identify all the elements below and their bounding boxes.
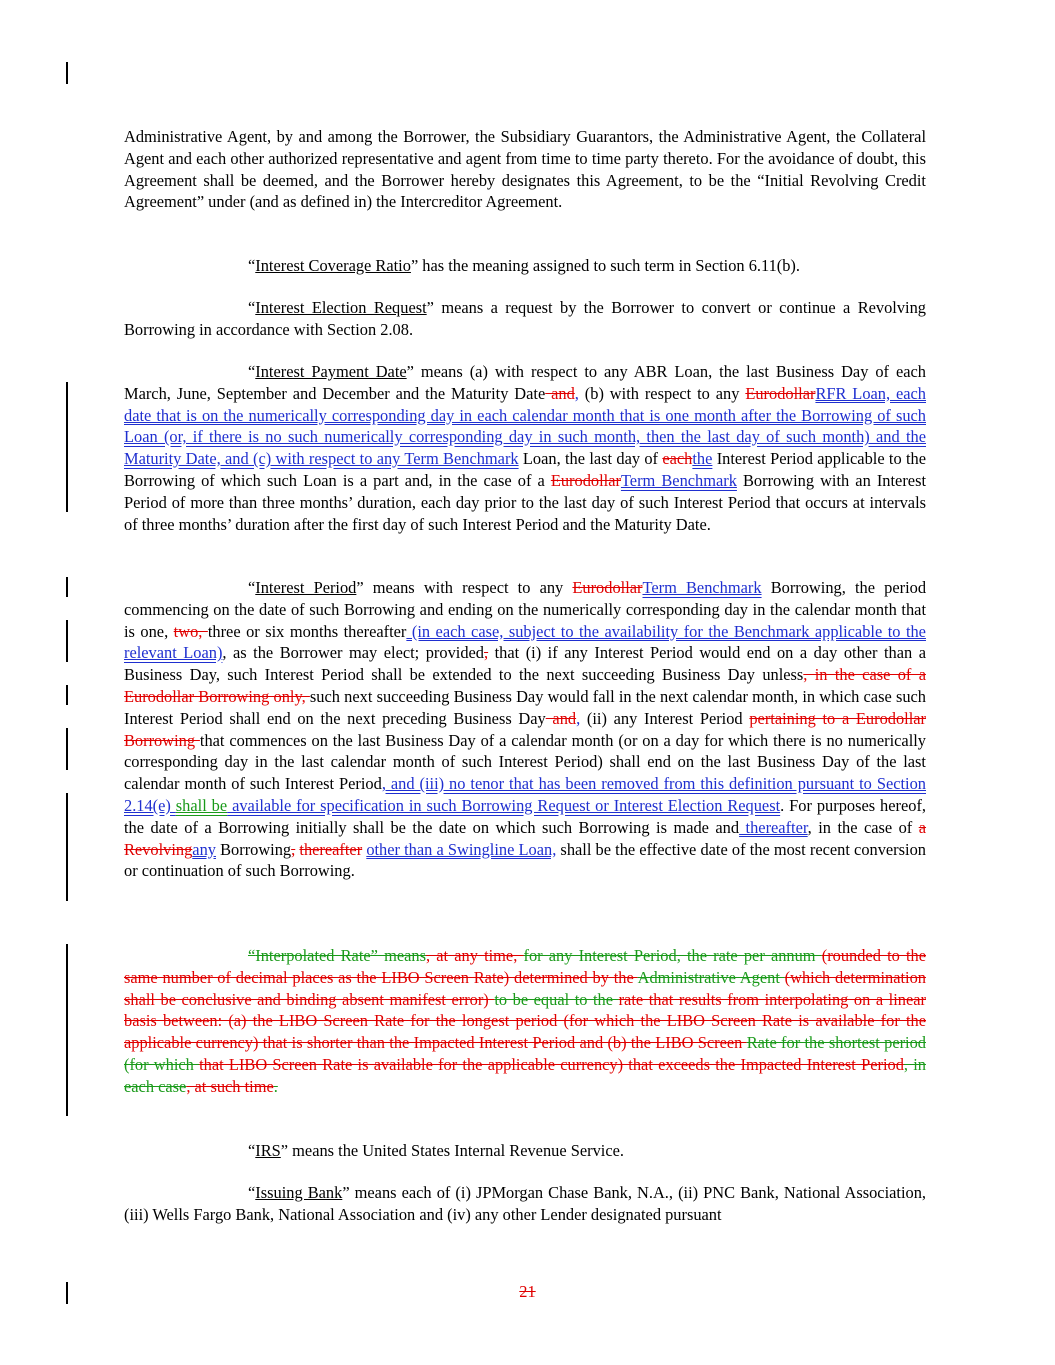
insertion: , [574, 383, 579, 403]
definition-text: shall be the effective date of the most recent conversion or continuation of such Borrowing. [124, 839, 926, 881]
change-bar [66, 382, 68, 512]
deletion: each [662, 449, 693, 469]
defined-term: Issuing Bank [255, 1183, 343, 1202]
open-quote: “ [248, 578, 256, 597]
defined-term: IRS [255, 1141, 281, 1160]
deletion: and [545, 383, 575, 403]
insertion: RFR Loan, each date that is on the numerically corresponding day in each calendar month that is one month after the Borrowing of such Loan (or, if there is no such numerically corresponding day in such month, then the last day of such month) and the Maturity Date, and (c) with respect to any Term Benchmark [124, 383, 926, 469]
insertion: , and (iii) no tenor that has been removed from this definition pursuant to Section 2.14(e) [124, 774, 926, 815]
insertion: Term Benchmark [642, 578, 762, 597]
defined-term: Interest Payment Date [255, 362, 407, 381]
open-quote: “ [248, 256, 256, 275]
deletion: (which determination shall be conclusive and binding absent manifest error) [124, 967, 926, 1009]
deletion: , [484, 643, 489, 663]
definition-text: that commences on the last Business Day of a calendar month (or on a day for which there is no numerically corresponding day in the last calendar month of such Interest Period) shall end on the last Business Day of the last calendar month of such Interest Period [124, 730, 926, 794]
definition-interest-election-request [124, 297, 926, 341]
definition-text: Interest Period applicable to the Borrowing of which such Loan is a part and, in the case of a [124, 449, 926, 490]
deleted-defined-term: Interpolated Rate [255, 946, 371, 965]
defined-term: Interest Coverage Ratio [255, 256, 411, 275]
insertion: the [692, 449, 713, 469]
moved-deletion: to be equal to the [494, 989, 619, 1009]
definition-text: ” means (a) with respect to any ABR Loan, the last Business Day of each March, June, September and December and the Maturity Date [124, 362, 926, 403]
definition-text: that (i) if any Interest Period would end on a day other than a Business Day, such Interest Period shall be extended to the next succeeding Business Day unless [124, 643, 927, 685]
definition-text: , in the case of [807, 817, 919, 837]
open-quote: “ [248, 1141, 256, 1160]
insertion: any [192, 839, 216, 859]
deletion: , [291, 839, 296, 859]
insertion: (in each case, subject to the availability for the Benchmark applicable to the relevant Loan) [124, 621, 926, 663]
moved-insertion: shall be [175, 795, 228, 815]
paragraph-intercreditor [124, 126, 926, 213]
change-bar [66, 577, 68, 597]
insertion: other than a Swingline Loan, [366, 839, 557, 859]
definition-irs [124, 1140, 926, 1162]
change-bar [66, 620, 68, 662]
insertion: thereafter [739, 817, 808, 837]
definition-issuing-bank [124, 1182, 926, 1226]
change-bar [66, 793, 68, 901]
deletion: Eurodollar [745, 383, 816, 403]
definition-text: Borrowing with an Interest Period of more than three months’ duration, each day prior to the last day of such Interest Period that occurs at intervals of three months’ duration after the first day of such Interest Period and the Maturity Date. [124, 470, 926, 534]
deleted-quote: “ [248, 946, 256, 965]
definition-text: . For purposes hereof, the date of a Borrowing initially shall be the date on which such Borrowing is made and [124, 795, 926, 837]
definition-text: ” means each of (i) JPMorgan Chase Bank, N.A., (ii) PNC Bank, National Association, (iii) Wells Fargo Bank, National Association and (iv) any other Lender designated pursuant [124, 1183, 926, 1224]
moved-deletion: Rate for the shortest period (for which [124, 1033, 926, 1074]
deletion: Eurodollar [572, 578, 643, 597]
definition-text: (b) with respect to any [578, 383, 746, 403]
deleted-quote: ” [370, 946, 378, 965]
definition-text: ” means a request by the Borrower to convert or continue a Revolving Borrowing in accordance with Section 2.08. [124, 298, 926, 339]
definition-text: ” has the meaning assigned to such term in Section 6.11(b). [410, 256, 800, 275]
deletion: , in the case of a Eurodollar Borrowing only, [124, 665, 926, 706]
definition-interpolated-rate [124, 945, 926, 1098]
open-quote: “ [248, 362, 256, 381]
defined-term: Interest Period [255, 578, 357, 597]
moved-deletion: . [273, 1076, 278, 1096]
deletion: rate that results from interpolating on a linear basis between: (a) the LIBO Screen Rate for the longest period (for which the LIBO Screen Rate is available for the applicable currency) that is shorter than the Impacted Interest Period and (b) the LIBO Screen [124, 989, 926, 1053]
definition-text: Borrowing [215, 839, 292, 859]
deletion: that LIBO Screen Rate is available for the applicable currency) that exceeds the Impacted Interest Period [199, 1054, 904, 1074]
moved-deletion: for any Interest Period, the rate per annum [523, 946, 822, 965]
change-bar [66, 728, 68, 770]
deletion: Eurodollar [550, 470, 621, 490]
insertion: , [576, 708, 581, 728]
definition-interest-coverage-ratio [124, 255, 926, 277]
change-bar [66, 685, 68, 705]
deletion: and [545, 708, 577, 728]
moved-deletion: means [377, 946, 426, 965]
insertion: available for specification in such Borrowing Request or Interest Election Request [227, 795, 781, 815]
deletion: thereafter [299, 839, 363, 859]
page-number: 21 [519, 1282, 536, 1301]
definition-text: ” means with respect to any [356, 578, 573, 597]
change-bar [66, 944, 68, 1116]
deletion: two, [173, 621, 208, 641]
definition-text: (ii) any Interest Period [580, 708, 750, 728]
paragraph-text: Administrative Agent, by and among the Borrower, the Subsidiary Guarantors, the Administrative Agent, the Collateral Agent and each other authorized representative and agent from time to time party thereto. For the avoidance of doubt, this Agreement shall be deemed, and the Borrower hereby designates this Agreement, to be the “Initial Revolving Credit Agreement” under (and as defined in) the Intercreditor Agreement. [124, 127, 926, 212]
change-bar [66, 62, 68, 84]
open-quote: “ [248, 298, 256, 317]
moved-deletion: , in each case [124, 1054, 926, 1096]
deletion: (rounded to the same number of decimal places as the LIBO Screen Rate) determined by the [124, 946, 926, 987]
deletion: , at any time, [426, 946, 524, 965]
deletion: , at such time [186, 1076, 274, 1096]
definition-text: ” means the United States Internal Revenue Service. [280, 1141, 624, 1160]
defined-term: Interest Election Request [255, 298, 427, 317]
insertion: Term Benchmark [620, 470, 737, 490]
definition-text: Loan, the last day of [518, 449, 663, 469]
moved-deletion: Administrative Agent [637, 967, 785, 987]
definition-interest-payment-date [124, 361, 926, 535]
open-quote: “ [248, 1183, 256, 1202]
definition-text: such next succeeding Business Day would fall in the next calendar month, in which case such Interest Period shall end on the next preceding Business Day [124, 686, 926, 728]
deletion: pertaining to a Eurodollar Borrowing [124, 708, 927, 750]
definition-text: , as the Borrower may elect; provided [222, 643, 485, 663]
definition-text: Borrowing, the period commencing on the date of such Borrowing and ending on the numerically corresponding day in the calendar month that is one, [124, 578, 927, 641]
definition-interest-period [124, 577, 926, 882]
deletion: a Revolving [124, 817, 927, 859]
definition-text: three or six months thereafter [207, 621, 407, 641]
